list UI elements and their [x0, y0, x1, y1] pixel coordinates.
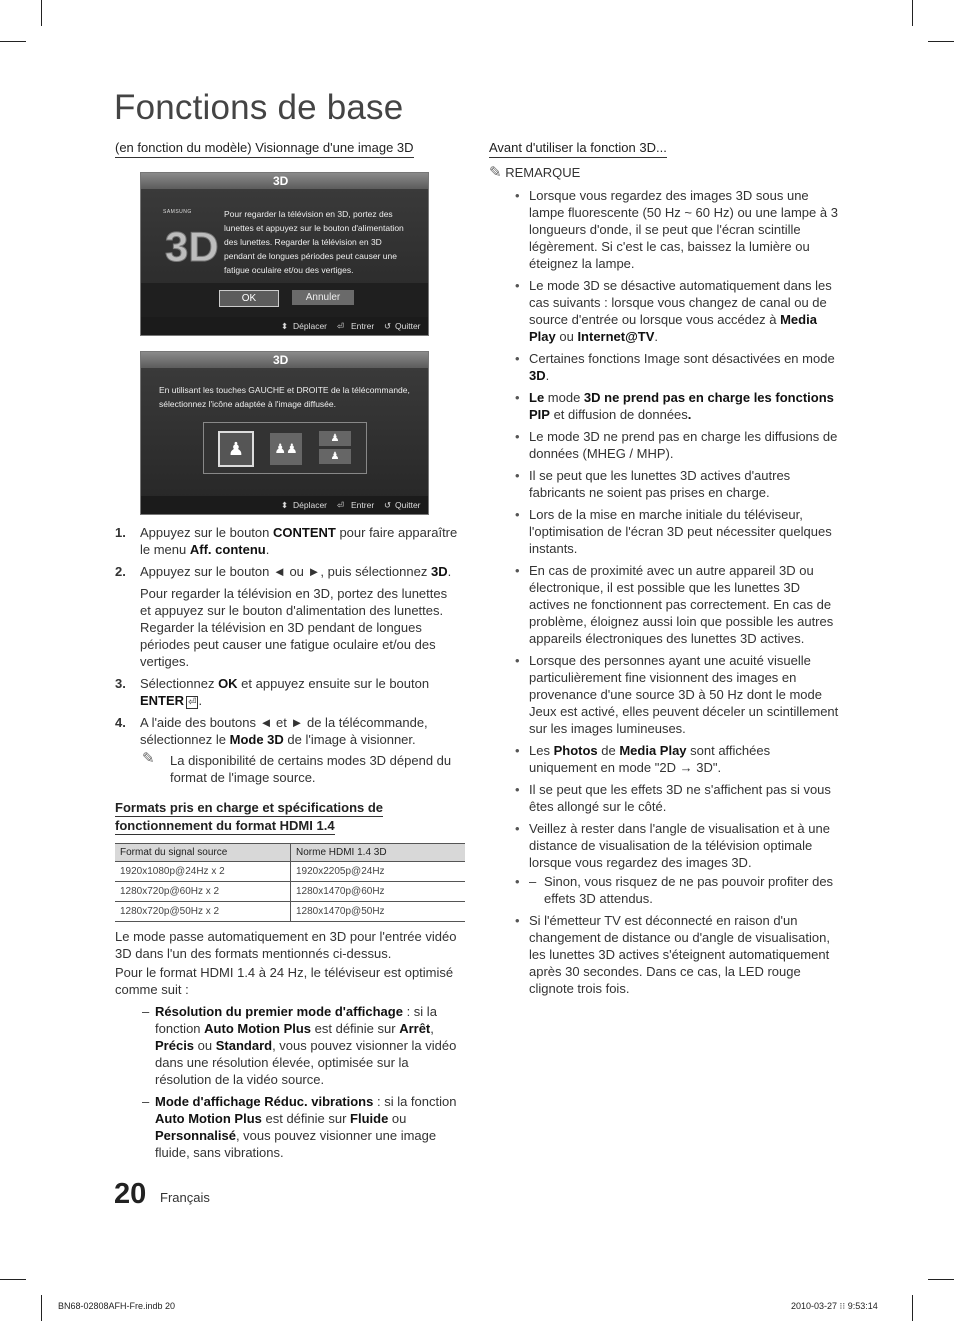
formats-heading-line1: Formats pris en charge et spécifications de — [115, 800, 384, 815]
step-bold: ENTER — [140, 693, 185, 708]
crop-mark — [928, 1279, 954, 1280]
mode-top-bottom-upper-icon[interactable]: ♟ — [319, 431, 351, 446]
item-bold: Photos — [553, 743, 598, 758]
item-bold: Media Play — [619, 743, 687, 758]
step-bold: Mode 3D — [229, 732, 284, 747]
step-bold: 3D — [430, 564, 448, 579]
nav-enter-label: Entrer — [351, 321, 375, 331]
screen-header — [141, 173, 428, 189]
screen-title: 3D — [273, 174, 289, 188]
step-note — [115, 752, 460, 786]
remarks-list — [489, 187, 841, 1002]
table-cell: 1280x720p@60Hz x 2 — [115, 882, 291, 902]
list-item — [489, 277, 841, 345]
note-label — [489, 164, 580, 181]
hdmi-format-table — [115, 843, 465, 922]
screen-title: 3D — [273, 353, 289, 367]
formats-heading — [115, 799, 383, 835]
sub-dash-item — [489, 873, 841, 907]
steps-list — [115, 524, 460, 786]
step-2 — [115, 563, 460, 580]
list-item: • Il se peut que les lunettes 3D actives d'autres fabricants ne soient pas prises en charge. — [489, 467, 841, 501]
step-number: 4. — [115, 715, 126, 730]
enter-icon: ⏎ — [337, 321, 345, 331]
page-language: Français — [160, 1190, 210, 1205]
section-heading-before-3d: Avant d'utiliser la fonction 3D... — [489, 140, 667, 158]
item-bold: . — [687, 407, 692, 422]
step-text: et appuyez ensuite sur le bouton — [237, 676, 430, 691]
crop-mark — [0, 41, 26, 42]
step-number: 3. — [115, 676, 126, 691]
step-text: Sélectionnez — [140, 676, 219, 691]
item-text: . — [654, 329, 659, 344]
dash-bold: Personnalisé — [155, 1128, 236, 1143]
item-bold: Media Play — [529, 312, 817, 344]
enter-icon: ⏎ — [337, 500, 345, 510]
step-1 — [115, 524, 460, 558]
item-text: de — [597, 743, 620, 758]
dash-bold: Fluide — [350, 1111, 389, 1126]
return-icon: ↺ — [384, 321, 392, 331]
list-item: • Lors de la mise en marche initiale du téléviseur, l'optimisation de l'écran 3D peut nécessiter quelques instants. — [489, 506, 841, 557]
3d-mode-selector — [203, 422, 367, 474]
table-cell: 1280x1470p@50Hz — [291, 902, 466, 922]
step-text: . — [265, 542, 270, 557]
step-bold: OK — [218, 676, 238, 691]
nav-enter-label: Entrer — [351, 500, 375, 510]
list-item: • Si l'émetteur TV est déconnecté en raison d'un changement de distance ou d'angle de visualisation, les lunettes 3D actives s'éteignent automatiquement après 30 secondes. Dans ce cas, la LED rouge clignote trois fois. — [489, 912, 841, 997]
list-item: • Le mode 3D ne prend pas en charge les diffusions de données (MHEG / MHP). — [489, 428, 841, 462]
list-item: • Veillez à rester dans l'angle de visualisation et à une distance de visualisation de la télévision optimale lorsque vous regardez des images 3D. — [489, 820, 841, 871]
list-item: • En cas de proximité avec un autre appareil 3D ou électronique, il est possible que les lunettes 3D actives ne fonctionnent pas correctement. En cas de problème, éloignez aussi loin que possible les autres appareils électroniques des lunettes 3D actives. — [489, 562, 841, 647]
move-icon: ⬍ — [281, 321, 289, 331]
step-text: Appuyez sur le bouton — [140, 525, 273, 540]
table-row — [115, 882, 465, 902]
table-row — [115, 902, 465, 922]
step-bold: CONTENT — [272, 525, 336, 540]
table-header-row — [115, 844, 465, 862]
dash-text: , — [430, 1021, 434, 1036]
item-text: Certaines fonctions Image sont désactivées en mode — [529, 351, 835, 366]
formats-heading-line2: fonctionnement du format HDMI 1.4 — [115, 818, 335, 833]
dash-text: ou — [194, 1038, 216, 1053]
step-note-text: La disponibilité de certains modes 3D dépend du format de l'image source. — [170, 753, 452, 785]
step-bold: Aff. contenu — [189, 542, 266, 557]
pencil-note-icon: ✎ — [489, 164, 502, 181]
dash-bold: Auto Motion Plus — [204, 1021, 312, 1036]
button-bar — [141, 283, 428, 317]
crop-mark — [0, 1279, 26, 1280]
return-icon: ↺ — [384, 500, 392, 510]
list-item: • Il se peut que les effets 3D ne s'affichent pas si vous êtes allongé sur le côté. — [489, 781, 841, 815]
paragraph: Pour le format HDMI 1.4 à 24 Hz, le téléviseur est optimisé comme suit : — [115, 965, 454, 997]
pencil-note-icon: ✎ — [142, 750, 155, 767]
dash-bold: Arrêt — [399, 1021, 431, 1036]
step-text: . — [198, 693, 203, 708]
item-bold: Le — [529, 390, 545, 405]
screen-nav-bar — [141, 496, 428, 514]
nav-exit-label: Quitter — [395, 321, 421, 331]
crop-mark — [41, 1295, 42, 1321]
list-item: • Certaines fonctions Image sont désactivées en mode 3D. — [489, 350, 841, 384]
item-text: Le mode 3D se désactive automatiquement dans les cas suivants : lorsque vous changez de canal ou de source d'entrée ou lorsque vous accédez à — [529, 278, 832, 327]
item-bold: Internet@TV — [577, 329, 655, 344]
format-paragraphs — [115, 928, 465, 1161]
step-text: pour faire apparaître le menu — [140, 525, 458, 557]
item-text: sont affichées uniquement en mode "2D → 3D". — [529, 743, 771, 775]
list-item — [489, 742, 841, 776]
crop-mark — [41, 0, 42, 26]
dash-bold: Standard — [215, 1038, 273, 1053]
step-number: 2. — [115, 564, 126, 579]
item-text: Sinon, vous risquez de ne pas pouvoir profiter des effets 3D attendus. — [544, 874, 834, 906]
screen-nav-bar — [141, 317, 428, 335]
table-cell: 1280x1470p@60Hz — [291, 882, 466, 902]
item-text: Les — [529, 743, 554, 758]
step-2-paragraph: Pour regarder la télévision en 3D, portez des lunettes et appuyez sur le bouton d'alimentation des lunettes. Regarder la télévision en 3D pendant de longues périodes peut causer une fatigue oculaire et/ou des vertiges. — [140, 586, 448, 669]
dash-text: : si la fonction — [155, 1004, 437, 1036]
dash-item — [115, 1003, 465, 1088]
list-item: • Lorsque vous regardez des images 3D sous une lampe fluorescente (50 Hz ~ 60 Hz) ou une lampe à 3 longueurs d'onde, il se peut que l'écran scintille légèrement. Si c'est le cas, baissez la lumière ou éteignez la lampe. — [489, 187, 841, 272]
enter-icon: ⏎ — [188, 697, 197, 708]
dash-text: ou — [388, 1111, 407, 1126]
item-text: mode — [544, 390, 584, 405]
step-text: Appuyez sur le bouton ◄ ou ►, puis sélectionnez — [140, 564, 431, 579]
dash-bold: Auto Motion Plus — [155, 1111, 262, 1126]
item-bold: 3D ne prend pas en charge les fonctions PIP — [529, 390, 834, 422]
crop-mark — [912, 1295, 913, 1321]
footer-timestamp: 2010-03-27 ⁝⁝ 9:53:14 — [791, 1301, 878, 1311]
crop-mark — [912, 0, 913, 26]
step-4 — [115, 714, 460, 748]
dash-text: : si la fonction — [373, 1094, 457, 1109]
table-header-cell: Format du signal source — [115, 844, 291, 862]
nav-exit-label: Quitter — [395, 500, 421, 510]
page-title: Fonctions de base — [114, 88, 404, 127]
tv-screen-3d-mode-select — [140, 351, 429, 515]
table-header-cell: Norme HDMI 1.4 3D — [291, 844, 466, 862]
dash-text: est définie sur — [261, 1111, 351, 1126]
page-number: 20 — [114, 1178, 147, 1210]
table-cell: 1920x2205p@24Hz — [291, 862, 466, 882]
table-row — [115, 862, 465, 882]
screen-message: En utilisant les touches GAUCHE et DROITE de la télécommande, sélectionnez l'icône adaptée à l'image diffusée. — [159, 385, 410, 409]
dash-bold: Résolution du premier mode d'affichage — [155, 1004, 403, 1019]
table-cell: 1920x1080p@24Hz x 2 — [115, 862, 291, 882]
nav-move-label: Déplacer — [293, 500, 328, 510]
dash-bold: Mode d'affichage Réduc. vibrations — [155, 1094, 374, 1109]
3d-logo-icon: SAMSUNG 3D — [163, 209, 219, 270]
footer-file: BN68-02808AFH-Fre.indb 20 — [58, 1301, 176, 1311]
screen-message: Pour regarder la télévision en 3D, portez des lunettes et appuyez sur le bouton d'alimentation des lunettes. Regarder la télévision en 3D pendant de longues périodes peut causer une fatigue oculaire et/ou des vertiges. — [224, 209, 404, 275]
screen-header — [141, 352, 428, 368]
dash-text: , vous pouvez visionner la vidéo dans une résolution élevée, optimisée sur la résolution de la vidéo source. — [155, 1038, 457, 1087]
dash-marker: – — [142, 1094, 150, 1109]
dash-text: est définie sur — [311, 1021, 400, 1036]
table-cell: 1280x720p@50Hz x 2 — [115, 902, 291, 922]
list-item — [489, 389, 841, 423]
svg-text:3D: 3D — [165, 223, 219, 270]
mode-top-bottom-lower-icon[interactable]: ♟ — [319, 449, 351, 464]
nav-move-label: Déplacer — [293, 321, 328, 331]
mode-off-icon[interactable]: ♟ — [218, 431, 254, 467]
note-label-text: REMARQUE — [505, 165, 581, 180]
dash-marker: – — [142, 1004, 150, 1019]
step-text: A l'aide des boutons ◄ et ► de la télécommande, sélectionnez le — [140, 715, 428, 747]
step-text: de l'image à visionner. — [283, 732, 416, 747]
dash-marker: • – — [529, 874, 537, 889]
move-icon: ⬍ — [281, 500, 289, 510]
dash-bold: Précis — [155, 1038, 195, 1053]
mode-side-by-side-icon[interactable]: ♟♟ — [270, 433, 302, 465]
dash-item — [115, 1093, 465, 1161]
tv-screen-3d-warning — [140, 172, 429, 336]
cancel-button[interactable]: Annuler — [292, 290, 354, 305]
step-text: . — [447, 564, 452, 579]
section-heading-3d: (en fonction du modèle) Visionnage d'une image 3D — [115, 140, 414, 158]
dash-text: , vous pouvez visionner une image fluide, sans vibrations. — [155, 1128, 437, 1160]
crop-mark — [928, 41, 954, 42]
step-number: 1. — [115, 525, 126, 540]
step-3 — [115, 675, 460, 709]
item-text: et diffusion de données — [549, 407, 688, 422]
ok-button[interactable]: OK — [219, 290, 279, 307]
list-item: • Lorsque des personnes ayant une acuité visuelle particulièrement fine visionnent des images en provenance d'une source 3D à 50 Hz dont le mode Jeux est activé, elles peuvent déceler un scintillement sur les images lumineuses. — [489, 652, 841, 737]
paragraph: Le mode passe automatiquement en 3D pour l'entrée vidéo 3D dans l'un des formats mentionnés ci-dessus. — [115, 929, 457, 961]
item-bold: 3D — [529, 368, 546, 383]
item-text: ou — [555, 329, 578, 344]
